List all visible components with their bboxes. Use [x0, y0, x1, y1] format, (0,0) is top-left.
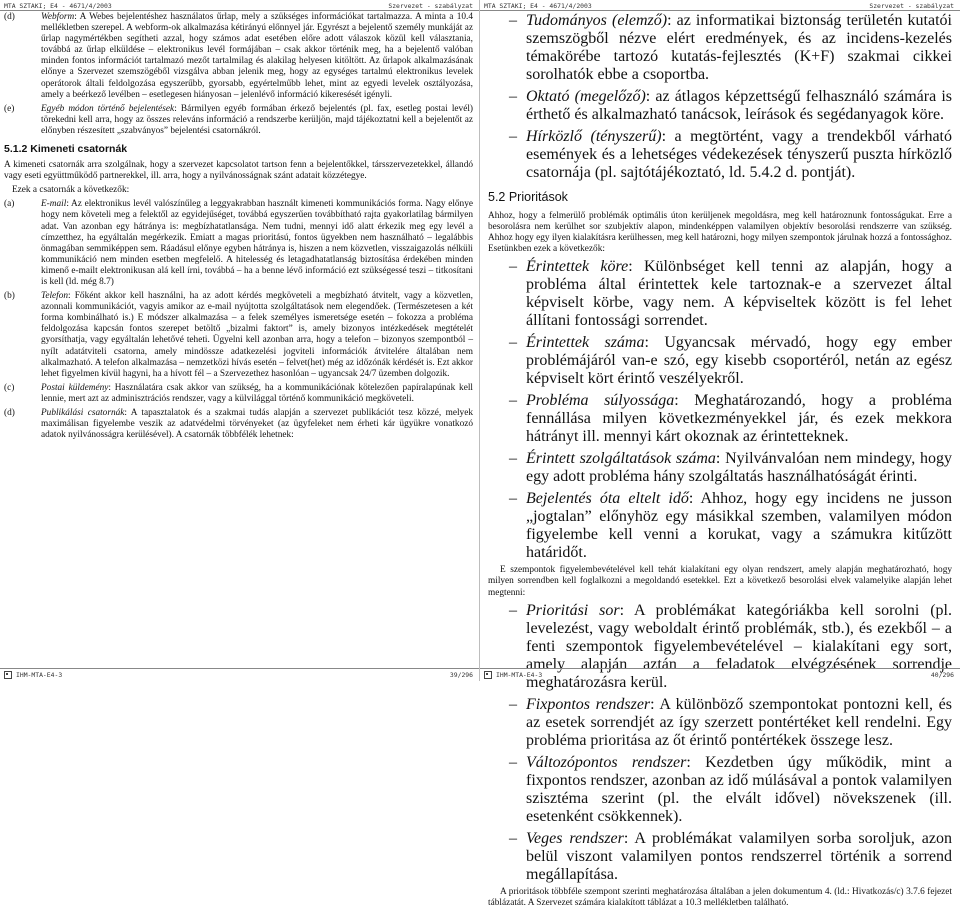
list-item-other-reports	[4, 104, 473, 137]
item-term: Probléma súlyossága	[526, 392, 675, 410]
item-term: Bejelentés óta eltelt idő	[526, 490, 689, 508]
page-number: 39/296	[449, 670, 473, 679]
item-label: (d)	[4, 12, 15, 22]
item-term: Telefon	[41, 291, 69, 302]
page-header	[480, 0, 960, 11]
dash-item-services: – Érintett szolgáltatások száma: Nyilvánvalóan nem mindegy, hogy egy adott probléma hány szolgáltatás használhatóságát érinti.	[509, 450, 952, 486]
item-term: Postai küldemény	[41, 382, 109, 393]
item-label: (c)	[4, 382, 15, 393]
item-body: : Bármilyen egyéb formában érkező bejelentés (pl. fax, esetleg postai levél) törekedni kell arra, hogy az összes releváns információ a rendszerbe kerüljön, majd tájékoztatni kell a bejelentőt az előnyben részesített „szabványos” bejelentési csatornákról.	[41, 103, 474, 136]
section-title-output-channels: 5.1.2 Kimeneti csatornák	[4, 143, 128, 156]
list-intro: Ezek a csatornák a következők:	[12, 185, 130, 196]
dash-item-scientific: – Tudományos (elemző): az informatikai biztonság területén kutatói szemszögből nézve elért eredmények, és az incidens-kezelés témakörébe tartozó kutatás-fejlesztés (K+F) szakmai cikkei sorolhatók ebbe a csoportba.	[509, 12, 952, 83]
item-term: Hírközlő (tényszerű)	[526, 128, 662, 145]
dash-item-mixed: – Veges rendszer: A problémákat valamilyen sorba soroljuk, azon belül viszont valamilyen pontos rendszerrel történik a sorrend megállapítása.	[509, 829, 952, 883]
left-content	[0, 12, 479, 667]
item-body: : Az elektronikus levél valószínűleg a leggyakrabban használt kimeneti kommunikációs forma. Nagy előnye hogy nem követeli meg a felektől az egyidejűséget, továbbá egyszerűen továbbítható rajta gyakorlatilag bármilyen adat. Van azonban egy hátránya is: megbízhatatlansága. Nem tudni, mennyi idő alatt érkezik meg egy levél a címzetthez, ha egyáltalán megérkezik. Emiatt a magas prioritású, fontos ügyekben nem használható – legalábbis önmagában semmiképpen sem. Ráadásul előnye egyben hátránya is, hiszen a nem közvetlen, visszaigazolás nélküli kommunikáció nem minden esetben megfelelő. A hitelesség és letagadhatatlanság biztosítása érdekében minden kimenő e-mailt elektronikusan alá kell írni, továbbá – ha a benne lévő információ ezt szükségessé teszi – titkosítani is kell (ld. még 8.7)	[41, 199, 473, 287]
item-body: : Meghatározandó, hogy a probléma fennállása milyen következményekkel jár, és ezek mekkora hátrányt ill. mennyi kárt okoznak az érintetteknek.	[526, 392, 952, 446]
item-term: Érintett szolgáltatások száma	[526, 450, 716, 468]
item-term: Egyéb módon történő bejelentések	[41, 103, 175, 114]
item-label: (a)	[4, 199, 15, 210]
dash-item-variable-points: – Változópontos rendszer: Kezdetben úgy működik, mint a fixpontos rendszer, azonban az idő múlásával a pontok valamilyen szisztéma szerint (pl. the elvált idővel) növekszenek (ill. esetenként csökkennek).	[509, 753, 952, 825]
item-body: : Különbséget kell tenni az alapján, hogy a probléma által érintettek kele tartoznak-e a szervezet által képviselt körbe, vagy nem. A képviseltek között is fel lehet állítani fontossági sorrendet.	[526, 258, 953, 330]
item-term: Érintettek száma	[526, 334, 645, 352]
item-body: : A Webes bejelentéshez használatos űrlap, mely a szükséges információkat tartalmazza. A minta a 10.4 mellékletben szerepel. A webform-ok alkalmazása kétirányú előnnyel jár. Egyrészt a bejelentő személy munkáját az űrlap nagymértékben segítheti azzal, hogy számos adat esetében előre adott válaszok közül kell választania, továbbá az űrlap elküldése – elektronikus levél formájában – csak akkor történik meg, ha a bejelentő valóban minden fontos információt tartalmazó mezőt tartalmilag és alakilag helyesen kitöltött. Az űrlapok alkalmazásának előnye a Szervezet szemszögéből vizsgálva abban jelenik meg, hogy az egységes tartalmú elektronikus levelek operátorok általi feldolgozása egyszerűbb, gyorsabb, egyértelműbb lehet, mint az egyedi levelek osztályozása, amely a beérkező levélben – esetlegesen hiányosan – jelenlévő információ kikeresését igényli.	[41, 12, 473, 100]
right-page	[480, 0, 960, 908]
item-body: : A problémákat valamilyen sorba soroljuk, azon belül viszont valamilyen pontos rendszerrel történik a sorrend megállapítása.	[526, 829, 952, 883]
item-label: (d)	[4, 408, 15, 418]
footer-left: IHM-MTA-E4-3	[496, 670, 543, 679]
left-page	[0, 0, 480, 681]
item-text	[41, 383, 473, 405]
item-term: Veges rendszer	[526, 829, 624, 847]
dash-item-priority-queue: – Prioritási sor: A problémákat kategóriákba kell sorolni (pl. levelezést, vagy weboldalt érintő problémák, stb.), és ezekből – a fenti szempontok figyelembevételével – kialakítani egy sort, amely alapján aztán a feladatok elvégzésének sorrendje meghatározásra kerül.	[509, 601, 953, 691]
page-header	[0, 0, 479, 11]
logo-icon	[4, 671, 12, 679]
item-body: : Főként akkor kell használni, ha az adott kérdés megköveteli a megbízható átvitelt, vagy a közvetlen, azonnali kommunikációt, vagyis amikor az e-mail nyújtotta szolgáltatások nem elegendőek. (Természetesen a két forma kombinálható is.) E módszer alkalmazása – a felek személyes ismeretsége esetén – fokozza a probléma feldolgozása kapcsán fontos szerepet betöltő „bizalmi faktort” is, amely bizonyos intézkedések megtételét gyorsíthatja, vagy egyáltalán lehetővé teheti. Ügyelni kell azonban arra, hogy a telefon – bizonyos szempontból – nyílt adatátviteli csatorna, amely mindössze adatkezelési jogviteli információk átvitelére általában nem alkalmazható. A telefon alkalmazása – nemzetközi hívás esetén – felvet(het) még az időzónák kérdését is. Ezt akkor lehet figyelmen kívül hagyni, ha a hívott fél – a Szervezethez hasonlóan – ugyancsak 24/7 üzemben dolgozik.	[41, 291, 473, 379]
priorities-paragraph-1: Ahhoz, hogy a felmerülő problémák optimális úton kerüljenek megoldásra, meg kell határoznunk fontosságukat. Erre a besorolásra nem kerülhet sor szubjektív alapon, mindenképpen valamilyen objektív besorolási rendszerre van szükség. Ahhoz hogy egy ilyen kialakításra kerülhessen, meg kell határozni, hogy milyen szempontok járulnak hozzá a fontossághoz. Esetünkben ezek a következők:	[488, 211, 952, 255]
item-body: : Nyilvánvalóan nem mindegy, hogy egy adott probléma hány szolgáltatás használhatóságát érinti.	[526, 450, 952, 486]
item-body: : az informatikai biztonság területén kutatói szemszögből nézve elért eredmények, és az incidens-kezelés témakörébe tartozó kutatás-fejlesztés (K+F) szakmai cikkei sorolhatók ebbe a csoportba.	[526, 12, 952, 83]
item-body: : Használatára csak akkor van szükség, ha a kommunikációnak kötelezően papíralapúnak kell lennie, mert azt az adminisztrációs rendszer, vagy a külvilággal történő kommunikáció megköveteli.	[41, 382, 473, 404]
item-body: : A különböző szempontokat pontozni kell, és az esetek sorrendjét az így szerzett pontértéket kell rendelni. Egy probléma prioritása az őt érintő pontértékek összege lesz.	[526, 695, 952, 749]
dash-item-educational: – Oktató (megelőző): az átlagos képzettségű felhasználó számára is érthető és alkalmazható tanácsok, leírások és segédanyagok köre.	[509, 88, 953, 123]
list-item-email	[4, 199, 473, 288]
dash-item-affected-count: – Érintettek száma: Ugyancsak mérvadó, hogy egy ember problémájáról van-e szó, egy kisebb csoportéról, netán az egész képviselt kört érintő veszélyekről.	[509, 334, 952, 388]
dash-item-severity: – Probléma súlyossága: Meghatározandó, hogy a probléma fennállása milyen következményekkel jár, és ezek mekkora hátrányt ill. mennyi kárt okoznak az érintetteknek.	[509, 392, 952, 446]
dash-item-elapsed-time: – Bejelentés óta eltelt idő: Ahhoz, hogy egy incidens ne jusson „jogtalan” előnyhöz egy másikkal szemben, valamilyen módon figyelembe kell venni a korukat, vagy a számukra kitűzött határidőt.	[509, 490, 953, 562]
item-text	[41, 12, 473, 101]
logo-icon	[484, 671, 492, 679]
priorities-paragraph-2: E szempontok figyelembevételével kell tehát kialakítani egy olyan rendszert, amely alapján meghatározható, hogy milyen sorrendben kell foglalkozni a megoldandó esetekkel. Ezt a következő besorolási elvek valamelyike alapján lehet megtenni:	[488, 565, 952, 598]
item-term: E-mail	[41, 199, 67, 210]
item-body: : Ugyancsak mérvadó, hogy egy ember problémájáról van-e szó, egy kisebb csoportéról, netán az egész képviselt kört érintő veszélyekről.	[526, 334, 952, 388]
list-item-telephone	[4, 291, 473, 380]
header-left: MTA SZTAKI; E4 - 4671/4/2003	[4, 2, 112, 10]
item-term: Változópontos rendszer	[526, 753, 687, 771]
header-right: Szervezet - szabályzat	[388, 2, 473, 10]
list-item-webform	[4, 12, 473, 101]
item-term: Oktató (megelőző)	[526, 88, 646, 105]
item-term: Érintettek köre	[526, 258, 629, 276]
list-item-publication	[4, 408, 473, 441]
dash-item-news: – Hírközlő (tényszerű): a megtörtént, vagy a trendekből várható események és a lehetséges védekezések tényszerű puszta hírközlő csatornája (pl. sajtótájékoztató, ld. 5.4.2 d. pontját).	[509, 128, 952, 181]
item-body: : A tapasztalatok és a szakmai tudás alapján a szervezet publikációt tesz közzé, melyek maximálisan figyelembe veszik az adatvédelmi törvényeket (az ügyfeleket nem érheti kár ügyükre vonatkozó adatok nyilvánosságra kerülésével). A csatornák többfélék lehetnek:	[41, 408, 473, 441]
item-body: : a megtörtént, vagy a trendekből várható események és a lehetséges védekezések tényszerű puszta hírközlő csatornája (pl. sajtótájékoztató, ld. 5.4.2 d. pontját).	[526, 128, 952, 181]
list-item-postal	[4, 383, 473, 405]
item-body: : Ahhoz, hogy egy incidens ne jusson „jogtalan” előnyhöz egy másikkal szemben, valamilyen módon figyelembe kell venni a korukat, vagy a számukra kitűzött határidőt.	[526, 490, 953, 562]
item-term: Prioritási sor	[526, 601, 620, 619]
item-text	[41, 408, 473, 441]
header-left: MTA SZTAKI; E4 - 4671/4/2003	[484, 2, 592, 10]
section-title-priorities: 5.2 Prioritások	[488, 190, 568, 204]
item-label: (e)	[4, 103, 15, 114]
page-number: 40/296	[930, 670, 954, 679]
item-label: (b)	[4, 291, 15, 302]
header-right: Szervezet - szabályzat	[869, 2, 954, 10]
item-body: : az átlagos képzettségű felhasználó számára is érthető és alkalmazható tanácsok, leírások és segédanyagok köre.	[526, 88, 953, 123]
dash-item-affected-scope: – Érintettek köre: Különbséget kell tenni az alapján, hogy a probléma által érintettek kele tartoznak-e a szervezet által képviselt körbe, vagy nem. A képviseltek között is fel lehet állítani fontossági sorrendet.	[509, 258, 953, 330]
item-term: Webform	[41, 12, 75, 22]
item-term: Publikálási csatornák	[41, 408, 125, 418]
item-term: Fixpontos rendszer	[526, 695, 651, 713]
item-body: : A problémákat kategóriákba kell sorolni (pl. levelezést, vagy weboldalt érintő problémák, stb.), és ezekből – a fenti szempontok figyelembevételével – kialakítani egy sort, amely alapján aztán a feladatok elvégzésének sorrendje meghatározásra kerül.	[526, 601, 953, 691]
page-footer	[480, 668, 960, 681]
priorities-paragraph-3: A prioritások többféle szempont szerinti meghatározása általában a jelen dokumentum 4. (ld.: Hivatkozás/c) 3.7.6 fejezet táblázatát. A Szervezet számára kialakított táblázat a 10.3 mellékletben található.	[488, 886, 952, 908]
section-intro: A kimeneti csatornák arra szolgálnak, hogy a szervezet kapcsolatot tartson fenn a bejelentőkkel, társszervezetekkel, állandó vagy eseti együttműködő partnerekkel, ill. arra, hogy a nyilvánosságnak szánt adatait közzétegye.	[4, 160, 473, 182]
item-text	[41, 199, 473, 288]
dash-item-fixed-points: – Fixpontos rendszer: A különböző szempontokat pontozni kell, és az esetek sorrendjét az így szerzett pontértéket kell rendelni. Egy probléma prioritása az őt érintő pontértékek összege lesz.	[509, 695, 952, 749]
item-text	[41, 104, 473, 137]
item-text	[41, 291, 473, 380]
item-body: : Kezdetben úgy működik, mint a fixpontos rendszer, azonban az idő múlásával a pontok valamilyen szisztéma szerint (pl. the elvált idővel) növekszenek (ill. esetenként csökkennek).	[526, 753, 952, 825]
item-term: Tudományos (elemző)	[526, 12, 668, 29]
footer-left: IHM-MTA-E4-3	[16, 670, 63, 679]
page-footer	[0, 668, 479, 681]
